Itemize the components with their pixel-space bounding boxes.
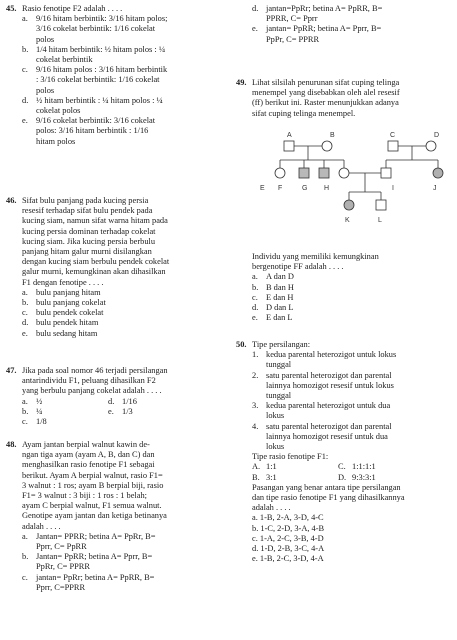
option-d[interactable]: d. bulu pendek hitam [22,318,99,328]
option-e[interactable]: e. jantan= PpRR; betina A= Pprr, B= PpPr, C= PPRR [252,24,382,44]
option-c[interactable]: c. E dan H [252,292,294,302]
option-a[interactable] [22,14,220,45]
question-number: 45. [6,4,17,13]
question-50 [236,340,450,564]
question-number: 46. [6,196,17,205]
pedigree-individual-j [433,168,443,178]
cross-type-3: 3. kedua parental heterozigot untuk dua lokus [252,401,391,421]
question-47 [6,366,220,427]
option-e[interactable] [22,116,220,147]
pedigree-label-l: L [378,217,382,224]
option-letter: c. [22,65,28,75]
pedigree-label-c: C [390,132,396,139]
option-e[interactable]: e. 1/3 [108,406,133,416]
cross-type-1: 1. kedua parental heterozigot untuk lokus tunggal [252,350,397,370]
question-prompt: Individu yang memiliki kemungkinan bergenotipe FF adalah . . . . [252,252,379,272]
pedigree-label-g: G [302,185,308,192]
option-a[interactable]: a. bulu panjang hitam [22,287,101,297]
option-a[interactable]: a. A dan D [252,272,294,282]
option-c[interactable]: c. jantan= PpRr; betina A= PpRR, B= Pprr, C=PPRR [22,572,155,592]
option-a[interactable]: a. ½ [22,396,43,406]
option-b[interactable]: b. Jantan= PpRR; betina A= Pprr, B= PpRr, C= PPRR [22,552,153,572]
question-46 [6,196,220,339]
pedigree-label-f: F [278,185,283,192]
question-stem: Tipe persilangan: [252,340,311,349]
option-c[interactable]: c. bulu pendek cokelat [22,308,104,318]
pedigree-individual-i [381,168,391,178]
question-49 [236,78,450,119]
pedigree-label-h: H [324,185,330,192]
pedigree-label-d: D [434,132,440,139]
question-stem: Jika pada soal nomor 46 terjadi persilangan antarindividu F1, peluang dihasilkan F2 yang berbulu panjang cokelat adalah . . . . [22,366,168,396]
option-c[interactable]: c. 1-A, 2-C, 3-B, 4-D [252,533,324,543]
option-a[interactable]: a. 1-B, 2-A, 3-D, 4-C [252,513,324,523]
options-grid [22,397,220,428]
question-number: 47. [6,366,17,375]
option-e[interactable]: e. 1-B, 2-C, 3-D, 4-A [252,554,324,564]
ratio-b: B. 3:1 [252,472,277,482]
option-d[interactable]: d. 1-D, 2-B, 3-C, 4-A [252,544,325,554]
option-e[interactable]: e. bulu sedang hitam [22,328,98,338]
pedigree-label-a: A [287,132,292,139]
pedigree-individual-c [388,141,398,151]
option-text: 9/16 hitam polos : 3/16 hitam berbintik : 3/16 cokelat berbintik: 1/16 cokelat polos [36,65,168,95]
question-49-options [236,252,450,323]
ratio-d: D. 9:3:3:1 [338,472,376,482]
ratio-grid [252,462,450,482]
option-text: 1/4 hitam berbintik: ½ hitam polos : ¼ cokelat berbintik [36,44,166,65]
pedigree-individual-g [319,168,329,178]
ratio-title: Tipe rasio fenotipe F1: [252,452,329,462]
question-prompt: Pasangan yang benar antara tipe persilangan dan tipe rasio fenotipe F1 yang dihasilkannya adalah . . . . [252,482,405,513]
option-d[interactable]: d. jantan=PpRr; betina A= PpRR, B= PPRR, C= Pprr [252,4,383,24]
ratio-a: A. 1:1 [252,462,277,472]
option-c[interactable] [22,65,220,96]
option-text: 9/16 hitam berbintik: 3/16 hitam polos; 3/16 cokelat berbintik: 1/16 cokelat polos [36,14,168,44]
pedigree-label-b: B [330,132,335,139]
question-stem: Lihat silsilah penurunan sifat cuping telinga menempel yang disebabkan oleh alel resesif (ff) berikut ini. Raster menunjukkan adanya sifat cuping telinga menempel. [252,78,400,118]
pedigree-individual-l [376,200,386,210]
pedigree-individual-d [426,141,436,151]
option-d[interactable]: d. D dan L [252,303,294,313]
option-b[interactable]: b. 1-C, 2-D, 3-A, 4-B [252,523,325,533]
cross-type-2: 2. satu parental heterozigot dan parental lainnya homozigot resesif untuk lokus tunggal [252,370,394,401]
question-number: 50. [236,340,247,349]
option-d[interactable]: d. 1/16 [108,396,137,406]
question-number: 49. [236,78,247,87]
question-stem: Ayam jantan berpial walnut kawin de- ngan tiga ayam (ayam A, B, dan C) dan menghasilkan rasio fenotipe F1 sebagai berikut. Ayam A berpial walnut, rasio F1= 3 walnut : 1 ros; ayam B berpial biji, rasio F1= 3 walnut : 3 biji : 1 ros : 1 belah; ayam C berpial walnut, F1 semua walnut. Genotipe ayam jantan dan ketiga betinanya adalah . . . . [22,440,167,531]
pedigree-diagram [250,128,450,248]
pedigree-label-j: J [433,185,437,192]
option-e[interactable]: e. E dan L [252,313,293,323]
option-b[interactable]: b. bulu panjang cokelat [22,298,106,308]
answer-options [252,513,450,564]
option-b[interactable]: b. B dan H [252,282,294,292]
option-b[interactable]: b. ¼ [22,406,43,416]
option-d[interactable] [22,96,220,116]
question-48 [6,440,220,593]
pedigree-label-i: I [392,185,394,192]
cross-type-4: 4. satu parental heterozigot dan parental lainnya homozigot resesif untuk dua lokus [252,421,392,452]
pedigree-individual-b [322,141,332,151]
question-number: 48. [6,440,17,449]
question-stem: Rasio fenotipe F2 adalah . . . . [22,4,123,13]
question-45 [6,4,220,147]
pedigree-label-e: E [260,185,265,192]
option-letter: e. [22,116,28,126]
option-text: 9/16 cokelat berbintik: 3/16 cokelat polos: 3/16 hitam berbintik : 1/16 hitam polos [36,116,156,146]
option-letter: a. [22,14,28,24]
question-stem: Sifat bulu panjang pada kucing persia resesif terhadap sifat bulu pendek pada kucing siam, namun sifat warna hitam pada kucing persia dominan terhadap cokelat kucing siam. Jika kucing persia berbulu panjang hitam galur murni disilangkan dengan kucing siam berbulu pendek cokelat galur murni, kemungkinan akan dihasilkan F1 dengan fenotipe . . . . [22,196,170,287]
pedigree-individual-a [284,141,294,151]
option-a[interactable]: a. Jantan= PPRR; betina A= PpRr, B= Pprr, C= PpRR [22,531,156,552]
ratio-c: C. 1:1:1:1 [338,462,376,472]
pedigree-individual-h [339,168,349,178]
option-letter: b. [22,44,29,54]
option-letter: d. [22,95,29,105]
pedigree-individual-k [344,200,354,210]
pedigree-label-k: K [345,217,350,224]
option-c[interactable]: c. 1/8 [22,417,47,427]
pedigree-individual-f [299,168,309,178]
pedigree-individual-e [275,168,285,178]
question-48-continued [236,4,450,45]
option-text: ½ hitam berbintik : ¼ hitam polos : ¼ cokelat polos [36,95,163,116]
option-b[interactable] [22,45,220,65]
